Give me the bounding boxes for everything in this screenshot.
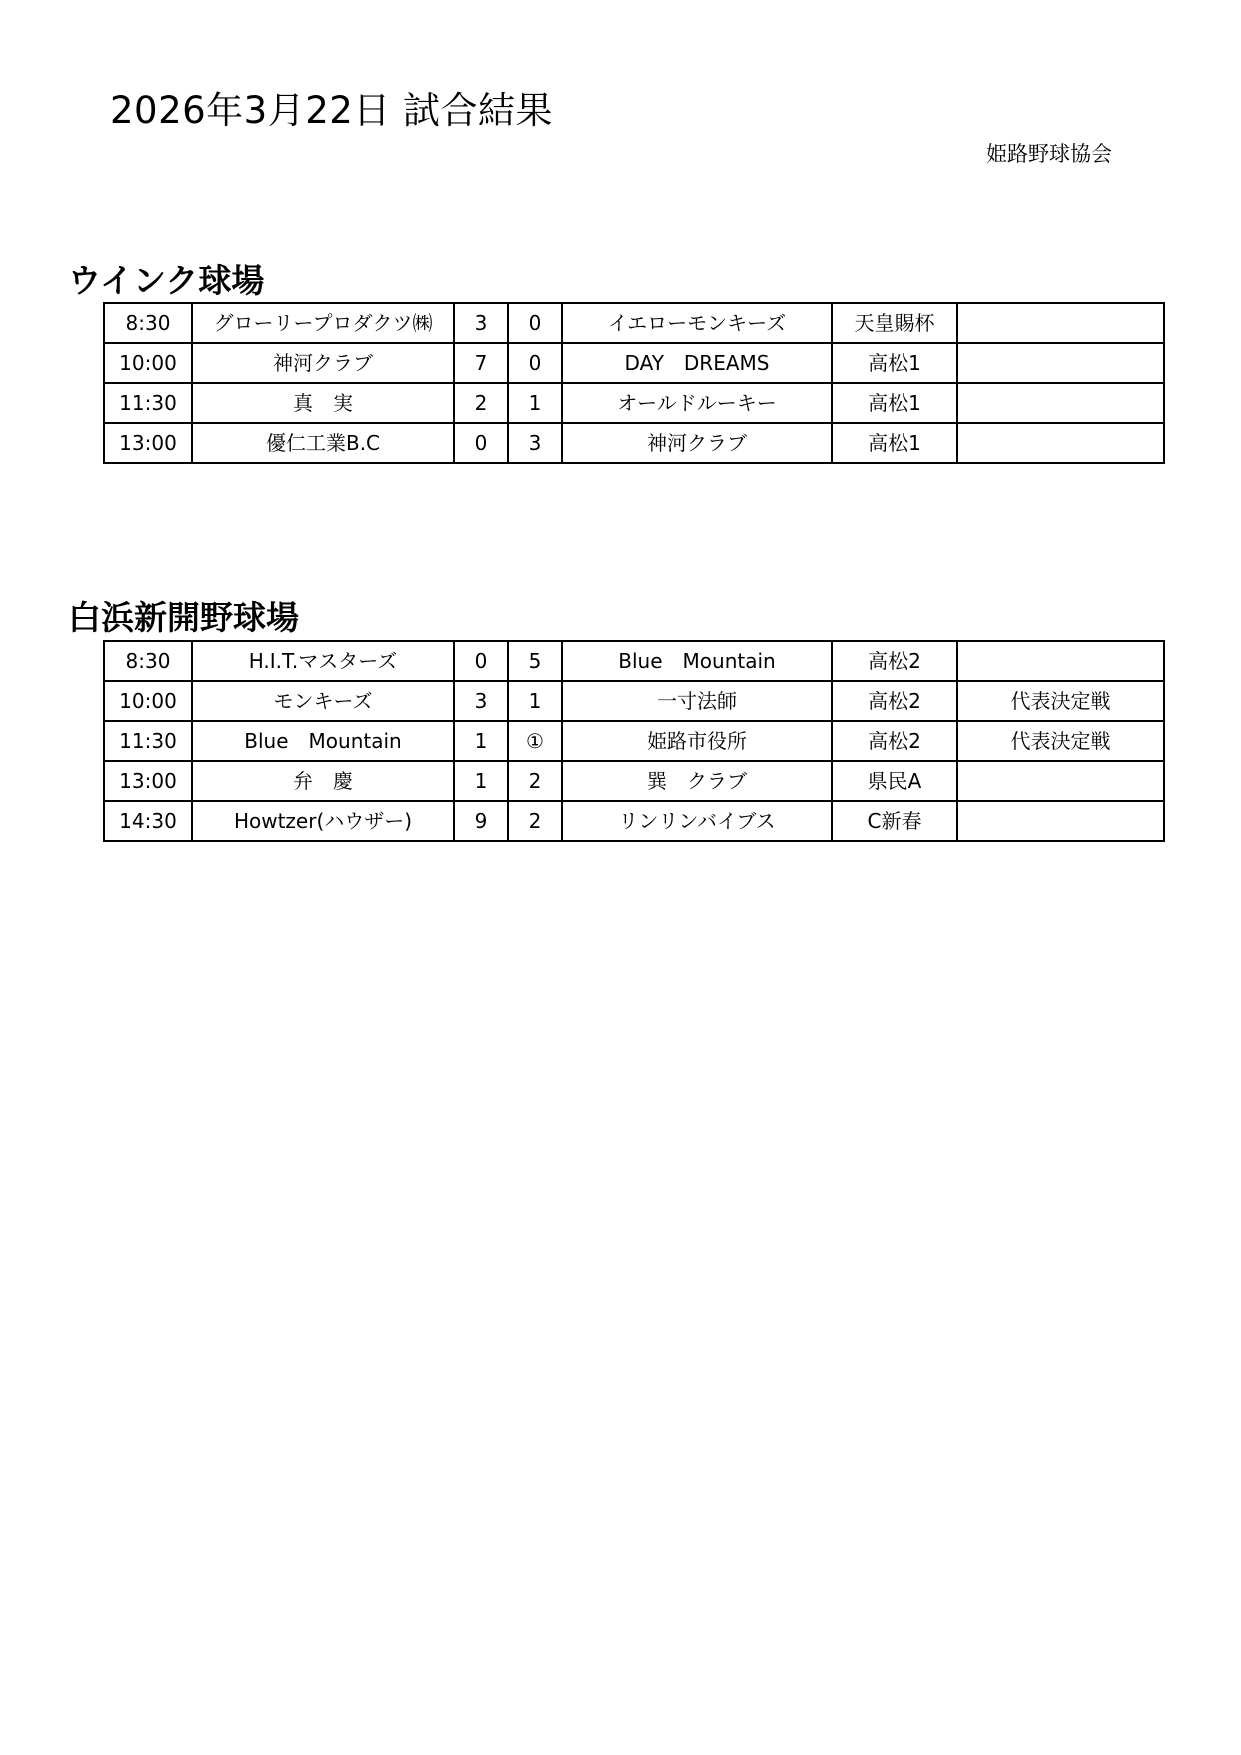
tournament-name: 高松2 bbox=[832, 681, 957, 721]
home-team: モンキーズ bbox=[192, 681, 454, 721]
away-score: ① bbox=[508, 721, 562, 761]
away-score: 1 bbox=[508, 383, 562, 423]
table-row bbox=[104, 383, 1164, 423]
page-title: 2026年3月22日 試合結果 bbox=[110, 89, 554, 132]
tournament-name: 高松1 bbox=[832, 423, 957, 463]
tournament-name: 高松2 bbox=[832, 721, 957, 761]
game-note: 代表決定戦 bbox=[957, 681, 1164, 721]
tournament-name: 県民A bbox=[832, 761, 957, 801]
home-score: 0 bbox=[454, 641, 508, 681]
tournament-name: 高松2 bbox=[832, 641, 957, 681]
home-score: 3 bbox=[454, 303, 508, 343]
away-team: 神河クラブ bbox=[562, 423, 832, 463]
table-row bbox=[104, 423, 1164, 463]
results-table-shirahama bbox=[103, 640, 1165, 842]
game-note bbox=[957, 343, 1164, 383]
results-table-wink bbox=[103, 302, 1165, 464]
table-row bbox=[104, 303, 1164, 343]
game-time: 8:30 bbox=[104, 641, 192, 681]
home-score: 1 bbox=[454, 761, 508, 801]
game-time: 14:30 bbox=[104, 801, 192, 841]
table-row bbox=[104, 641, 1164, 681]
tournament-name: 天皇賜杯 bbox=[832, 303, 957, 343]
away-team: リンリンバイブス bbox=[562, 801, 832, 841]
away-score: 2 bbox=[508, 761, 562, 801]
table-row bbox=[104, 721, 1164, 761]
home-team: グローリープロダクツ㈱ bbox=[192, 303, 454, 343]
game-time: 13:00 bbox=[104, 423, 192, 463]
game-time: 11:30 bbox=[104, 383, 192, 423]
home-team: Howtzer(ハウザー) bbox=[192, 801, 454, 841]
game-time: 10:00 bbox=[104, 343, 192, 383]
home-score: 0 bbox=[454, 423, 508, 463]
organization-name: 姫路野球協会 bbox=[986, 142, 1112, 166]
home-team: 優仁工業B.C bbox=[192, 423, 454, 463]
table-row bbox=[104, 801, 1164, 841]
table-row bbox=[104, 761, 1164, 801]
game-time: 11:30 bbox=[104, 721, 192, 761]
away-score: 5 bbox=[508, 641, 562, 681]
away-team: 巽 クラブ bbox=[562, 761, 832, 801]
home-team: 弁 慶 bbox=[192, 761, 454, 801]
away-team: 姫路市役所 bbox=[562, 721, 832, 761]
away-score: 0 bbox=[508, 303, 562, 343]
game-note bbox=[957, 761, 1164, 801]
away-team: 一寸法師 bbox=[562, 681, 832, 721]
game-note bbox=[957, 801, 1164, 841]
home-team: 神河クラブ bbox=[192, 343, 454, 383]
home-score: 3 bbox=[454, 681, 508, 721]
home-team: 真 実 bbox=[192, 383, 454, 423]
game-time: 10:00 bbox=[104, 681, 192, 721]
tournament-name: 高松1 bbox=[832, 383, 957, 423]
game-note bbox=[957, 383, 1164, 423]
home-score: 1 bbox=[454, 721, 508, 761]
game-note bbox=[957, 641, 1164, 681]
away-score: 2 bbox=[508, 801, 562, 841]
away-score: 3 bbox=[508, 423, 562, 463]
table-row bbox=[104, 343, 1164, 383]
home-team: H.I.T.マスターズ bbox=[192, 641, 454, 681]
game-time: 13:00 bbox=[104, 761, 192, 801]
home-score: 7 bbox=[454, 343, 508, 383]
game-time: 8:30 bbox=[104, 303, 192, 343]
away-score: 0 bbox=[508, 343, 562, 383]
away-team: イエローモンキーズ bbox=[562, 303, 832, 343]
away-team: オールドルーキー bbox=[562, 383, 832, 423]
table-row bbox=[104, 681, 1164, 721]
home-team: Blue Mountain bbox=[192, 721, 454, 761]
away-team: Blue Mountain bbox=[562, 641, 832, 681]
game-note: 代表決定戦 bbox=[957, 721, 1164, 761]
tournament-name: C新春 bbox=[832, 801, 957, 841]
away-score: 1 bbox=[508, 681, 562, 721]
home-score: 9 bbox=[454, 801, 508, 841]
home-score: 2 bbox=[454, 383, 508, 423]
venue-title-shirahama: 白浜新開野球場 bbox=[68, 598, 299, 637]
game-note bbox=[957, 423, 1164, 463]
tournament-name: 高松1 bbox=[832, 343, 957, 383]
venue-title-wink: ウインク球場 bbox=[68, 261, 265, 300]
game-note bbox=[957, 303, 1164, 343]
away-team: DAY DREAMS bbox=[562, 343, 832, 383]
